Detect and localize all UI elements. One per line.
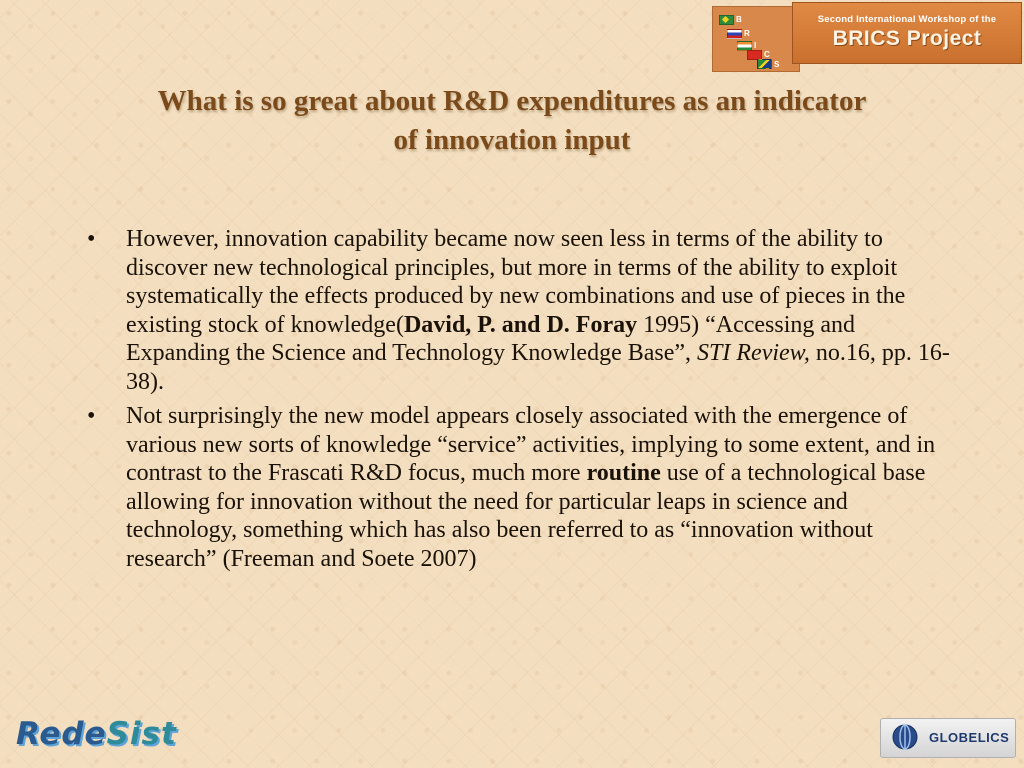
bullet-list <box>84 225 954 579</box>
slide-title-line-2: of innovation input <box>393 124 631 156</box>
bullet-item-1 <box>84 225 954 396</box>
brics-project-banner <box>712 2 1022 70</box>
flag-letter-r: R <box>744 29 750 38</box>
flag-letter-i: I <box>754 41 757 50</box>
brics-flags-panel <box>712 6 800 72</box>
redesist-logo-part-1: Rede <box>16 716 107 752</box>
bullet-1-text-3: no.16, pp. 16-38). <box>126 340 950 395</box>
bullet-mark: • <box>87 226 96 252</box>
bullet-1-text-2: 1995) “Accessing and Expanding the Science and Technology Knowledge Base”, <box>126 311 856 366</box>
flag-letter-s: S <box>774 60 780 69</box>
redesist-logo-part-2: Sist <box>106 716 177 752</box>
bullet-2-text-1: Not surprisingly the new model appears closely associated with the emergence of various new sorts of knowledge “service” activities, implying to some extent, and in contrast to the Frascati R&D focus, much more <box>126 403 936 486</box>
bullet-1-text-1: However, innovation capability became now seen less in terms of the ability to discover new technological principles, but more in terms of the ability to exploit systematically the effects produced by new combinations and use of pieces in the existing stock of knowledge( <box>126 226 906 338</box>
brics-banner-text <box>792 2 1022 64</box>
bullet-1-bold-citation: David, P. and D. Foray <box>403 311 638 338</box>
bullet-1-italic-journal: STI Review, <box>697 340 810 366</box>
flag-letter-b: B <box>736 15 742 24</box>
globelics-label: GLOBELICS <box>929 730 1010 745</box>
globe-icon <box>891 723 919 751</box>
brics-title: BRICS Project <box>832 27 982 50</box>
slide-title <box>60 82 964 160</box>
brics-subtitle: Second International Workshop of the <box>817 14 997 25</box>
globelics-logo <box>880 718 1016 758</box>
bullet-item-2 <box>84 402 954 573</box>
bullet-2-bold-routine: routine <box>586 460 661 486</box>
russia-flag-icon <box>727 29 742 39</box>
bullet-mark: • <box>87 403 96 429</box>
bullet-2-text-2: use of a technological base allowing for innovation without the need for particular leaps in science and technology, something which has also been referred to as “innovation without research” (Freeman and Soete 2007) <box>126 460 926 572</box>
flag-letter-c: C <box>764 50 770 59</box>
slide-title-line-1: What is so great about R&D expenditures as an indicator <box>157 85 867 117</box>
south-africa-flag-icon <box>757 59 772 69</box>
redesist-logo <box>16 716 177 752</box>
brazil-flag-icon <box>719 15 734 25</box>
